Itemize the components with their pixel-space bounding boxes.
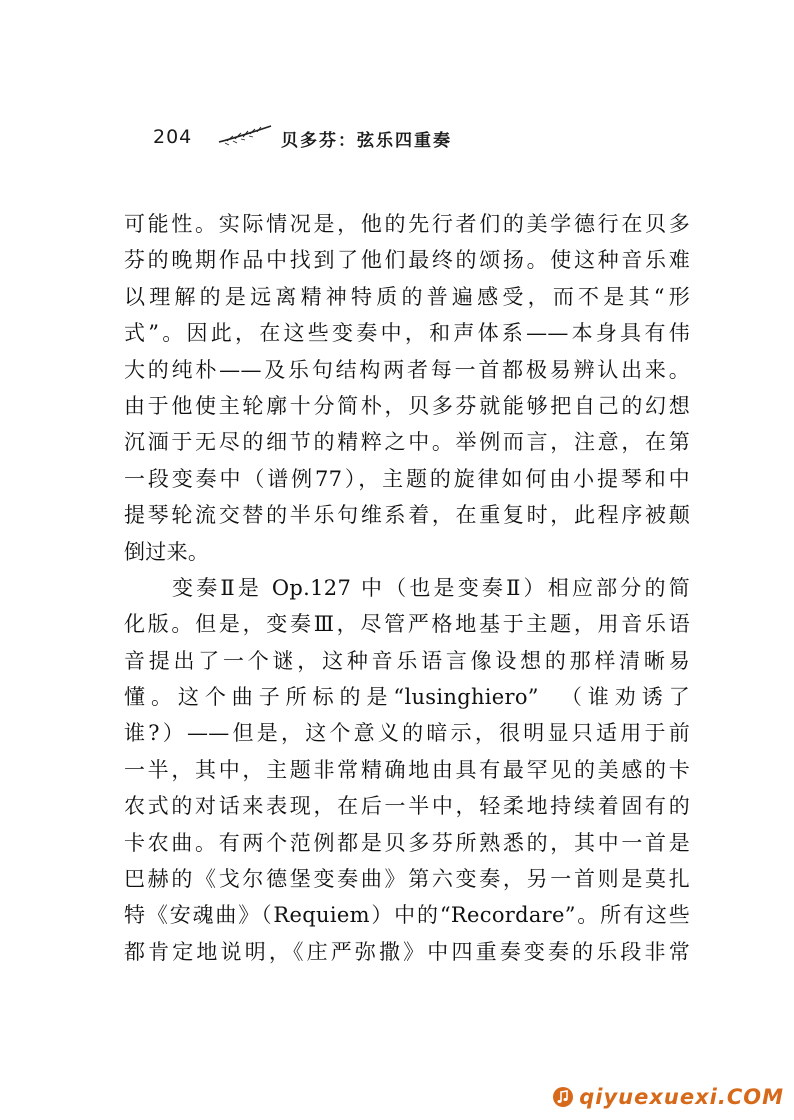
page-number: 204	[153, 126, 193, 148]
paragraph	[124, 570, 690, 970]
running-title: 贝多芬：弦乐四重奏	[281, 131, 452, 151]
watermark	[552, 1082, 784, 1112]
text-line: 可能性。实际情况是，他的先行者们的美学德行在贝多	[124, 212, 690, 236]
body-text	[124, 206, 690, 970]
running-header	[153, 124, 573, 154]
text-line: 提琴轮流交替的半乐句维系着，在重复时，此程序被颠	[124, 503, 690, 528]
text-line: 音提出了一个谜，这种音乐语言像设想的那样清晰易	[124, 648, 690, 673]
text-line: 农式的对话来表现，在后一半中，轻柔地持续着固有的	[124, 794, 690, 819]
text-line: 谁?）——但是，这个意义的暗示，很明显只适用于前	[124, 721, 690, 746]
text-line: 以理解的是远离精神特质的普遍感受，而不是其“形	[124, 284, 690, 309]
text-line: 巴赫的《戈尔德堡变奏曲》第六变奏，另一首则是莫扎	[124, 867, 690, 892]
text-line: 卡农曲。有两个范例都是贝多芬所熟悉的，其中一首是	[124, 830, 690, 855]
text-line: 沉湎于无尽的细节的精粹之中。举例而言，注意，在第	[124, 430, 690, 455]
music-note-logo-icon	[552, 1086, 574, 1108]
text-line: 由于他使主轮廓十分简朴，贝多芬就能够把自己的幻想	[124, 393, 690, 418]
feather-ornament-icon	[217, 124, 273, 146]
watermark-text: qiyuexuexi.COM	[579, 1085, 784, 1109]
text-line: 一段变奏中（谱例77），主题的旋律如何由小提琴和中	[124, 466, 690, 491]
text-line: 芬的晚期作品中找到了他们最终的颂扬。使这种音乐难	[124, 248, 690, 273]
text-line: 式”。因此，在这些变奏中，和声体系——本身具有伟	[124, 321, 690, 346]
paragraph	[124, 206, 690, 570]
text-line: 大的纯朴——及乐句结构两者每一首都极易辨认出来。	[124, 357, 690, 382]
text-line: 都肯定地说明，《庄严弥撒》中四重奏变奏的乐段非常	[124, 939, 690, 964]
text-line: 一半，其中，主题非常精确地由具有最罕见的美感的卡	[124, 757, 690, 782]
text-line: 特《安魂曲》（Requiem）中的“Recordare”。所有这些	[124, 903, 690, 928]
text-line: 懂。这个曲子所标的是“lusinghiero” （谁劝诱了	[124, 685, 690, 710]
text-line: 变奏Ⅱ是 Op.127 中（也是变奏Ⅱ）相应部分的简	[172, 575, 690, 600]
text-line: 化版。但是，变奏Ⅲ，尽管严格地基于主题，用音乐语	[124, 612, 690, 637]
text-line: 倒过来。	[124, 539, 210, 564]
